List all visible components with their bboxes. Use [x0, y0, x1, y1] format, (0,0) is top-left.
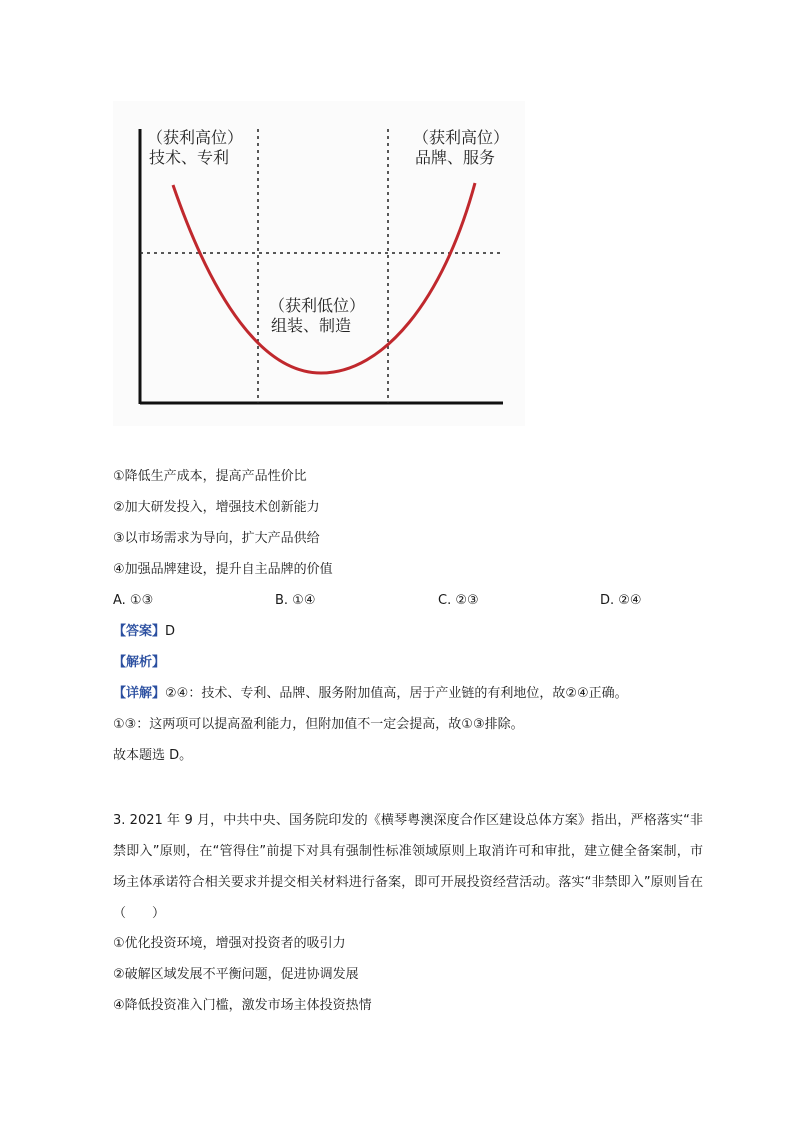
option-d: D. ②④ [600, 593, 642, 608]
analysis-line [113, 653, 165, 673]
smile-curve-figure [113, 101, 525, 426]
left-top-label-1: （获利高位） [147, 128, 244, 147]
conclusion-line: 故本题选 D。 [113, 748, 193, 763]
option-b: B. ①④ [275, 593, 316, 608]
q3-item-4: ④降低投资准入门槛，激发市场主体投资热情 [113, 998, 372, 1013]
detail-line-2: ①③：这两项可以提高盈利能力，但附加值不一定会提高，故①③排除。 [113, 717, 524, 732]
detail-text: ②④：技术、专利、品牌、服务附加值高，居于产业链的有利地位，故②④正确。 [165, 686, 628, 701]
detail-tag: 【详解】 [113, 686, 166, 701]
detail-line [113, 684, 628, 704]
right-top-label-2: 品牌、服务 [415, 148, 496, 167]
middle-label-2: 组装、制造 [271, 316, 352, 335]
right-top-label-1: （获利高位） [413, 128, 510, 147]
q2-item-4: ④加强品牌建设，提升自主品牌的价值 [113, 562, 333, 577]
answer-value: D [165, 624, 176, 639]
option-a: A. ①③ [113, 593, 154, 608]
middle-label-1: （获利低位） [269, 296, 366, 315]
q3-item-1: ①优化投资环境，增强对投资者的吸引力 [113, 936, 346, 951]
option-c: C. ②③ [438, 593, 479, 608]
q3-stem: 3. 2021 年 9 月，中共中央、国务院印发的《横琴粤澳深度合作区建设总体方案》指出，严格落实“非禁即入”原则，在“管得住”前提下对具有强制性标准领域原则上取消许可和审批，建立健全备案制，市场主体承诺符合相关要求并提交相关材料进行备案，即可开展投资经营活动。落实“非禁即入”原则旨在（ ） [113, 813, 703, 921]
answer-line [113, 622, 175, 642]
q2-item-2: ②加大研发投入，增强技术创新能力 [113, 500, 320, 515]
left-top-label-2: 技术、专利 [149, 148, 230, 167]
q2-item-1: ①降低生产成本，提高产品性价比 [113, 469, 307, 484]
smile-curve-diagram [113, 101, 525, 426]
q3-item-2: ②破解区域发展不平衡问题，促进协调发展 [113, 967, 359, 982]
q2-item-3: ③以市场需求为导向，扩大产品供给 [113, 531, 320, 546]
answer-tag: 【答案】 [113, 624, 166, 639]
analysis-tag: 【解析】 [113, 655, 166, 670]
